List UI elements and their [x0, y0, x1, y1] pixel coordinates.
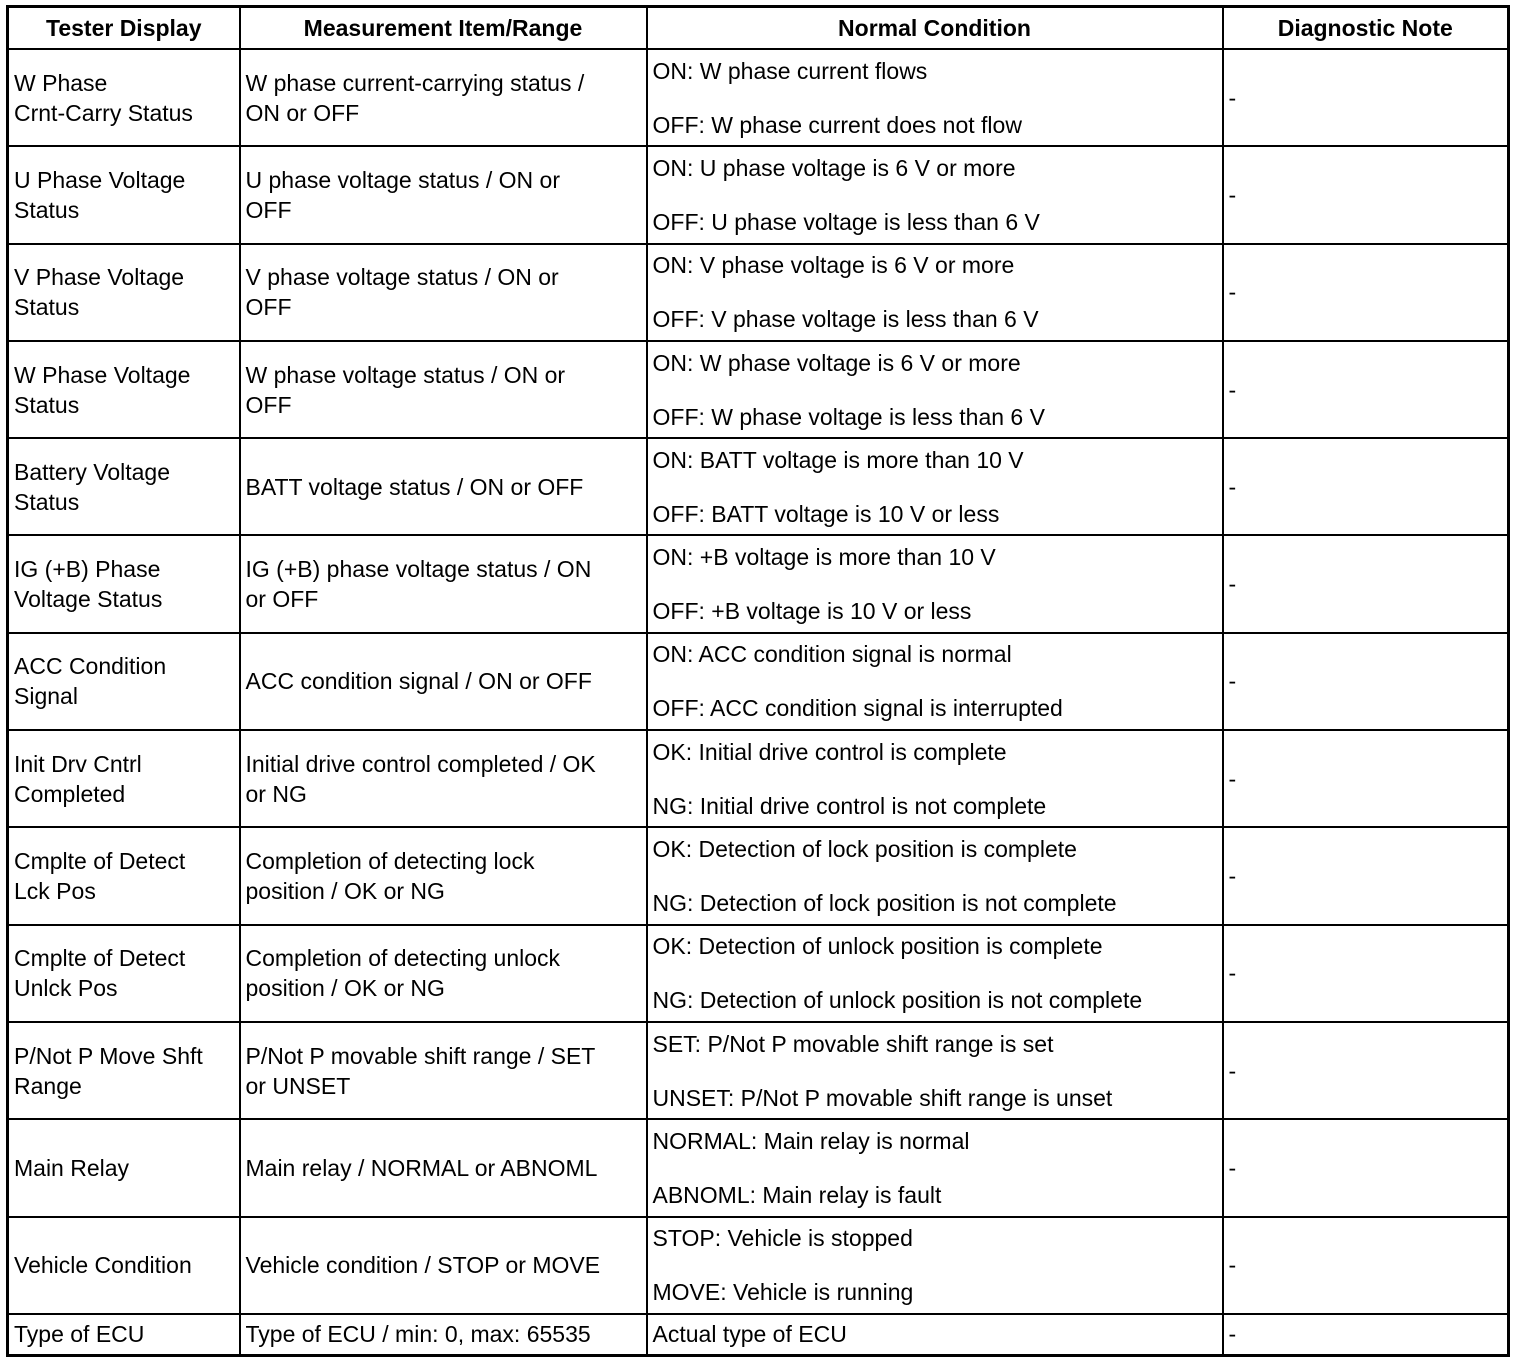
tester-display-cell — [8, 146, 240, 243]
measurement-cell-line: Initial drive control completed / OK — [245, 750, 596, 777]
measurement-cell-line: Completion of detecting lock — [245, 848, 535, 875]
measurement-cell — [240, 633, 647, 730]
header-normal-condition: Normal Condition — [647, 7, 1223, 50]
tester-display-cell-line: Range — [14, 1072, 82, 1099]
condition-off-text: NG: Initial drive control is not complete — [652, 792, 1047, 819]
tester-display-cell — [8, 49, 240, 146]
table-row — [8, 1314, 1509, 1356]
condition-on-text: ON: W phase current flows — [652, 57, 928, 84]
measurement-cell — [240, 827, 647, 924]
condition-off-text: UNSET: P/Not P movable shift range is unset — [652, 1084, 1113, 1111]
diagnostic-note-cell: - — [1223, 827, 1509, 924]
condition-on-text: NORMAL: Main relay is normal — [652, 1127, 970, 1154]
tester-display-cell-line: Voltage Status — [14, 586, 163, 613]
table-row — [8, 49, 1509, 146]
tester-display-cell-line: Status — [14, 488, 80, 515]
normal-condition-cell — [647, 1119, 1223, 1216]
condition-on-text: OK: Detection of unlock position is complete — [652, 933, 1103, 960]
condition-off-text: NG: Detection of unlock position is not complete — [652, 987, 1143, 1014]
tester-display-cell-line: Battery Voltage — [14, 458, 170, 485]
tester-display-cell-line: V Phase Voltage — [14, 264, 185, 291]
tester-display-cell-line: Completed — [14, 780, 126, 807]
normal-condition-cell — [647, 1217, 1223, 1314]
tester-display-cell — [8, 244, 240, 341]
data-list-table — [6, 5, 1510, 1357]
tester-display-cell — [8, 827, 240, 924]
diagnostic-note-cell: - — [1223, 633, 1509, 730]
header-diagnostic-note: Diagnostic Note — [1223, 7, 1509, 50]
measurement-cell — [240, 244, 647, 341]
header-tester-display: Tester Display — [8, 7, 240, 50]
measurement-cell-line: or OFF — [245, 586, 319, 613]
measurement-cell — [240, 1119, 647, 1216]
diagnostic-note-cell: - — [1223, 244, 1509, 341]
tester-display-cell — [8, 1217, 240, 1314]
tester-display-cell-line: Lck Pos — [14, 878, 96, 905]
tester-display-cell-line: Unlck Pos — [14, 975, 118, 1002]
measurement-cell — [240, 438, 647, 535]
normal-condition-cell — [647, 925, 1223, 1022]
measurement-cell — [240, 341, 647, 438]
measurement-cell-line: OFF — [245, 294, 292, 321]
normal-condition-cell — [647, 730, 1223, 827]
condition-off-text: OFF: ACC condition signal is interrupted — [652, 695, 1063, 722]
header-measurement-item: Measurement Item/Range — [240, 7, 647, 50]
condition-off-text: MOVE: Vehicle is running — [652, 1279, 914, 1306]
normal-condition-cell — [647, 438, 1223, 535]
table-row — [8, 1217, 1509, 1314]
measurement-cell-line: position / OK or NG — [245, 878, 445, 905]
table-row — [8, 1022, 1509, 1119]
tester-display-cell-line: Crnt-Carry Status — [14, 99, 193, 126]
normal-condition-cell — [647, 633, 1223, 730]
measurement-cell-line: OFF — [245, 391, 292, 418]
tester-display-cell — [8, 730, 240, 827]
tester-display-cell-line: Status — [14, 196, 80, 223]
condition-on-text: STOP: Vehicle is stopped — [652, 1225, 913, 1252]
condition-off-text: OFF: W phase current does not flow — [652, 111, 1022, 138]
tester-display-cell-line: ACC Condition — [14, 653, 167, 680]
tester-display-cell-line: Init Drv Cntrl — [14, 750, 142, 777]
tester-display-cell — [8, 1022, 240, 1119]
measurement-cell-line: OFF — [245, 196, 292, 223]
table-row — [8, 244, 1509, 341]
condition-on-text: OK: Initial drive control is complete — [652, 738, 1007, 765]
tester-display-cell — [8, 633, 240, 730]
tester-display-cell: Type of ECU — [8, 1314, 240, 1356]
condition-off-text: OFF: V phase voltage is less than 6 V — [652, 306, 1039, 333]
condition-off-text: NG: Detection of lock position is not complete — [652, 890, 1117, 917]
normal-condition-cell — [647, 244, 1223, 341]
condition-off-text: OFF: +B voltage is 10 V or less — [652, 598, 972, 625]
condition-on-text: ON: V phase voltage is 6 V or more — [652, 252, 1015, 279]
tester-display-cell-line: W Phase — [14, 69, 108, 96]
measurement-cell-line: ON or OFF — [245, 99, 360, 126]
tester-display-cell-line: P/Not P Move Shft — [14, 1042, 203, 1069]
condition-off-text: OFF: U phase voltage is less than 6 V — [652, 208, 1040, 235]
measurement-cell: Type of ECU / min: 0, max: 65535 — [240, 1314, 647, 1356]
diagnostic-note-cell: - — [1223, 1119, 1509, 1216]
tester-display-cell-line: Status — [14, 391, 80, 418]
tester-display-cell-line: U Phase Voltage — [14, 166, 186, 193]
tester-display-cell-line: Cmplte of Detect — [14, 848, 186, 875]
normal-condition-cell — [647, 146, 1223, 243]
tester-display-cell — [8, 438, 240, 535]
measurement-cell-line: or NG — [245, 780, 307, 807]
diagnostic-note-cell: - — [1223, 535, 1509, 632]
measurement-cell — [240, 1022, 647, 1119]
diagnostic-note-cell: - — [1223, 1022, 1509, 1119]
diagnostic-note-cell: - — [1223, 925, 1509, 1022]
measurement-cell-line: IG (+B) phase voltage status / ON — [245, 556, 592, 583]
measurement-cell-line: position / OK or NG — [245, 975, 445, 1002]
table-row — [8, 146, 1509, 243]
condition-off-text: ABNOML: Main relay is fault — [652, 1181, 942, 1208]
diagnostic-note-cell: - — [1223, 49, 1509, 146]
normal-condition-cell — [647, 827, 1223, 924]
table-row — [8, 827, 1509, 924]
measurement-cell-line: or UNSET — [245, 1072, 351, 1099]
measurement-cell-line: ACC condition signal / ON or OFF — [245, 668, 592, 695]
measurement-cell-line: Main relay / NORMAL or ABNOML — [245, 1154, 598, 1181]
measurement-cell — [240, 535, 647, 632]
measurement-cell — [240, 1217, 647, 1314]
diagnostic-note-cell: - — [1223, 341, 1509, 438]
normal-condition-cell: Actual type of ECU — [647, 1314, 1223, 1356]
condition-on-text: ON: ACC condition signal is normal — [652, 641, 1012, 668]
tester-display-cell — [8, 1119, 240, 1216]
tester-display-cell — [8, 341, 240, 438]
table-row — [8, 925, 1509, 1022]
table-body — [8, 49, 1509, 1356]
measurement-cell — [240, 730, 647, 827]
condition-off-text: OFF: BATT voltage is 10 V or less — [652, 500, 1000, 527]
measurement-cell — [240, 146, 647, 243]
tester-display-cell-line: Main Relay — [14, 1154, 130, 1181]
measurement-cell-line: W phase voltage status / ON or — [245, 361, 566, 388]
diagnostic-note-cell: - — [1223, 1217, 1509, 1314]
condition-on-text: ON: W phase voltage is 6 V or more — [652, 349, 1021, 376]
measurement-cell-line: P/Not P movable shift range / SET — [245, 1042, 596, 1069]
measurement-cell-line: Completion of detecting unlock — [245, 945, 561, 972]
measurement-cell — [240, 49, 647, 146]
condition-on-text: ON: BATT voltage is more than 10 V — [652, 446, 1024, 473]
table-row — [8, 633, 1509, 730]
tester-display-cell-line: Status — [14, 294, 80, 321]
measurement-cell-line: U phase voltage status / ON or — [245, 166, 560, 193]
tester-display-cell-line: Vehicle Condition — [14, 1252, 192, 1279]
measurement-cell-line: Vehicle condition / STOP or MOVE — [245, 1252, 601, 1279]
normal-condition-cell — [647, 49, 1223, 146]
measurement-cell-line: V phase voltage status / ON or — [245, 264, 559, 291]
diagnostic-note-cell: - — [1223, 438, 1509, 535]
table-row — [8, 438, 1509, 535]
condition-off-text: OFF: W phase voltage is less than 6 V — [652, 403, 1045, 430]
condition-on-text: OK: Detection of lock position is complete — [652, 836, 1077, 863]
tester-display-cell-line: IG (+B) Phase — [14, 556, 161, 583]
measurement-cell — [240, 925, 647, 1022]
tester-display-cell — [8, 535, 240, 632]
diagnostic-note-cell: - — [1223, 1314, 1509, 1356]
tester-display-cell-line: Signal — [14, 683, 78, 710]
tester-display-cell — [8, 925, 240, 1022]
table-row — [8, 535, 1509, 632]
table-row — [8, 341, 1509, 438]
table-row — [8, 730, 1509, 827]
diagnostic-note-cell: - — [1223, 146, 1509, 243]
normal-condition-cell — [647, 341, 1223, 438]
condition-on-text: SET: P/Not P movable shift range is set — [652, 1030, 1054, 1057]
measurement-cell-line: W phase current-carrying status / — [245, 69, 585, 96]
diagnostic-note-cell: - — [1223, 730, 1509, 827]
condition-on-text: ON: +B voltage is more than 10 V — [652, 544, 996, 571]
normal-condition-cell — [647, 535, 1223, 632]
tester-display-cell-line: W Phase Voltage — [14, 361, 191, 388]
normal-condition-cell — [647, 1022, 1223, 1119]
condition-on-text: ON: U phase voltage is 6 V or more — [652, 154, 1016, 181]
tester-display-cell-line: Cmplte of Detect — [14, 945, 186, 972]
header-row — [8, 7, 1509, 50]
table-row — [8, 1119, 1509, 1216]
measurement-cell-line: BATT voltage status / ON or OFF — [245, 473, 584, 500]
